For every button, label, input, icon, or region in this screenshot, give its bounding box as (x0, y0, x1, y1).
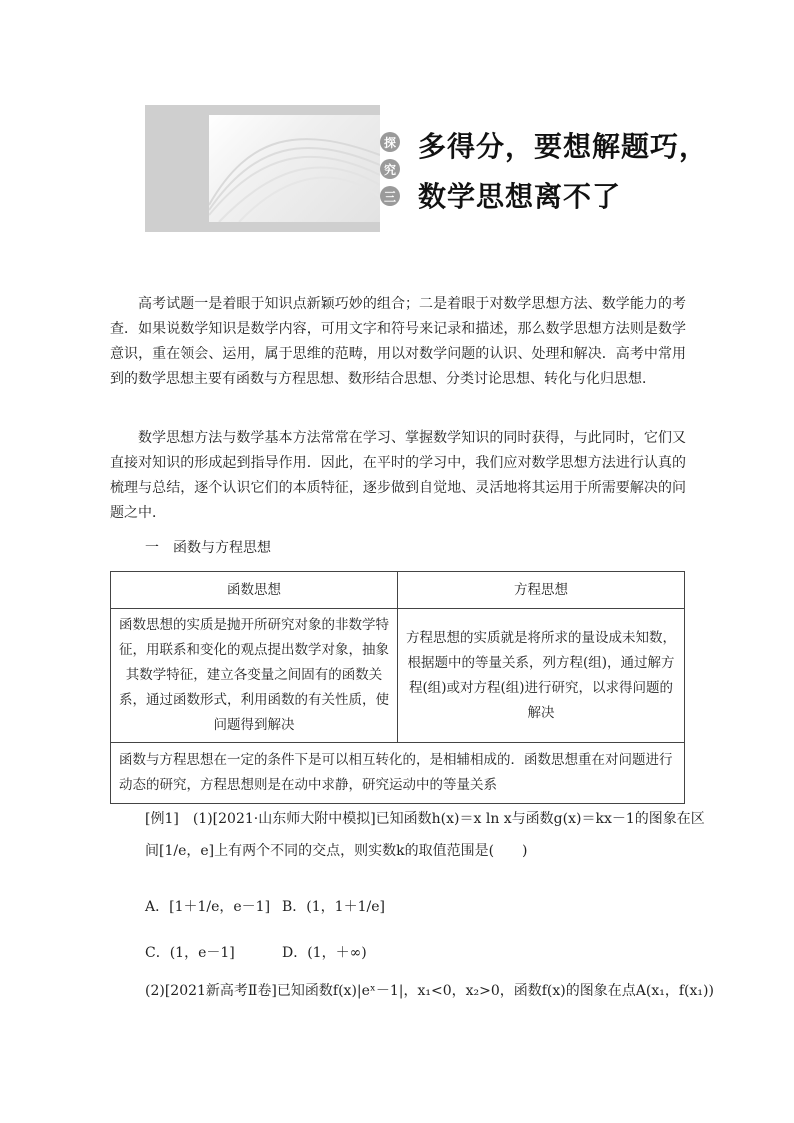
example1-line1: [例1] (1)[2021·山东师大附中模拟]已知函数h(x)＝x ln x与函数g(x)＝kx－1的图象在区 (145, 811, 705, 827)
page-title-line1: 多得分，要想解题巧， (418, 130, 709, 163)
table-header-function: 函数思想 (111, 572, 398, 609)
table-cell-equation: 方程思想的实质就是将所求的量设成未知数，根据题中的等量关系，列方程(组)，通过解方程(组)或对方程(组)进行研究，以求得问题的解决 (398, 609, 685, 743)
section-title: 一 函数与方程思想 (145, 540, 271, 556)
table-footer-row (111, 743, 685, 804)
badge-jiu: 究 (380, 159, 400, 179)
example1-line2: 间[1/e，e]上有两个不同的交点，则实数k的取值范围是( ) (145, 843, 528, 859)
intro-paragraph-1: 高考试题一是着眼于知识点新颖巧妙的组合；二是着眼于对数学思想方法、数学能力的考查．如果说数学知识是数学内容，可用文字和符号来记录和描述，那么数学思想方法则是数学意识，重在领会、运用，属于思维的范畴，用以对数学问题的认识、处理和解决．高考中常用到的数学思想主要有函数与方程思想、数形结合思想、分类讨论思想、转化与化归思想． (110, 296, 686, 387)
badge-tan: 探 (380, 132, 400, 152)
option-b: B．(1，1＋1/e] (282, 899, 385, 915)
table-header-equation: 方程思想 (398, 572, 685, 609)
option-d: D．(1，＋∞) (282, 945, 367, 961)
banner-decoration (209, 115, 380, 222)
comparison-table (110, 571, 685, 804)
example2-line1: (2)[2021新高考Ⅱ卷]已知函数f(x)|eˣ－1|，x₁<0，x₂>0，函数f(x)的图象在点A(x₁，f(x₁)) (145, 983, 714, 999)
page-title-line2: 数学思想离不了 (418, 180, 622, 213)
option-a: A．[1＋1/e，e－1] (145, 899, 271, 915)
table-header-row (111, 572, 685, 609)
option-c: C．(1，e－1] (145, 945, 235, 961)
badge-san: 三 (380, 186, 400, 206)
table-row (111, 609, 685, 743)
header-banner (145, 105, 380, 232)
table-footer-cell: 函数与方程思想在一定的条件下是可以相互转化的，是相辅相成的．函数思想重在对问题进行动态的研究，方程思想则是在动中求静，研究运动中的等量关系 (111, 743, 685, 804)
table-cell-function: 函数思想的实质是抛开所研究对象的非数学特征，用联系和变化的观点提出数学对象，抽象其数学特征，建立各变量之间固有的函数关系，通过函数形式，利用函数的有关性质，使问题得到解决 (111, 609, 398, 743)
intro-paragraph-2: 数学思想方法与数学基本方法常常在学习、掌握数学知识的同时获得，与此同时，它们又直接对知识的形成起到指导作用．因此，在平时的学习中，我们应对数学思想方法进行认真的梳理与总结，逐个认识它们的本质特征，逐步做到自觉地、灵活地将其运用于所需要解决的问题之中． (110, 430, 686, 521)
